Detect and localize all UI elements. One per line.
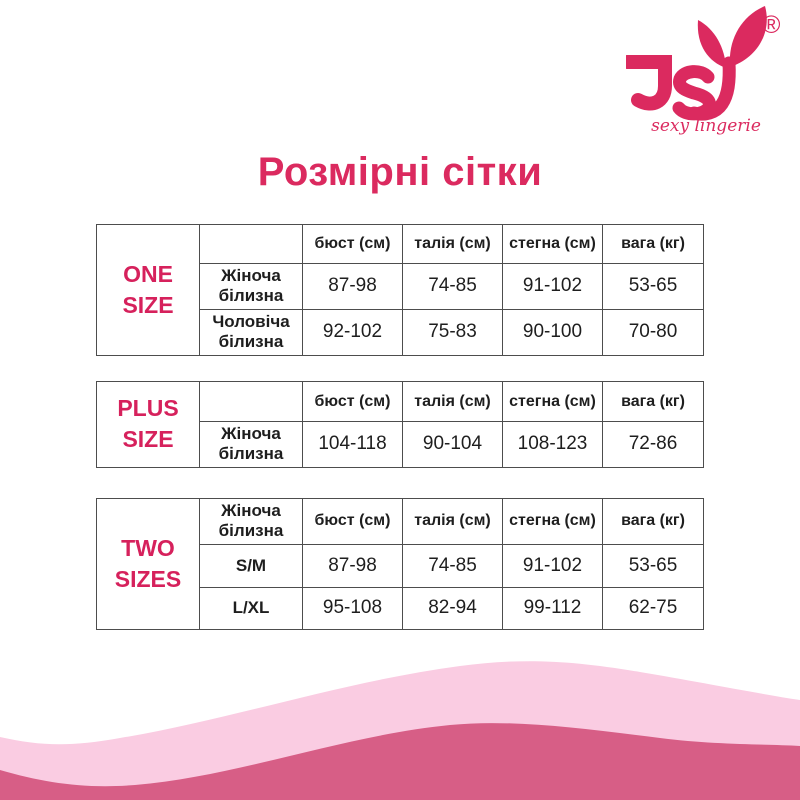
- page-title: Розмірні сітки: [257, 150, 543, 194]
- row-label: Чоловіча білизна: [200, 309, 303, 355]
- column-header-weight: вага (кг): [603, 499, 704, 545]
- size-table-one-size: [96, 224, 704, 356]
- jsy-logo-icon: [626, 6, 790, 140]
- registered-trademark-icon: ®: [762, 11, 781, 39]
- size-value: 90-104: [403, 422, 503, 468]
- size-value: 91-102: [503, 264, 603, 310]
- column-header-bust: бюст (см): [303, 499, 403, 545]
- size-value: 53-65: [603, 264, 704, 310]
- size-value: 91-102: [503, 544, 603, 587]
- size-category-label: PLUS SIZE: [97, 382, 200, 468]
- corner-cell: [200, 225, 303, 264]
- size-table-plus-size: [96, 381, 704, 468]
- row-label: S/M: [200, 544, 303, 587]
- corner-cell: [200, 382, 303, 422]
- leaf-left-icon: [698, 20, 726, 68]
- size-category-label: TWO SIZES: [97, 499, 200, 630]
- column-header-weight: вага (кг): [603, 382, 704, 422]
- row-label: Жіноча білизна: [200, 422, 303, 468]
- size-value: 62-75: [603, 587, 704, 629]
- column-header-hips: стегна (см): [503, 499, 603, 545]
- column-header-weight: вага (кг): [603, 225, 704, 264]
- size-value: 90-100: [503, 309, 603, 355]
- size-category-label: ONE SIZE: [97, 225, 200, 356]
- size-value: 108-123: [503, 422, 603, 468]
- corner-cell: Жіноча білизна: [200, 499, 303, 545]
- size-value: 53-65: [603, 544, 704, 587]
- size-value: 82-94: [403, 587, 503, 629]
- row-label: Жіноча білизна: [200, 264, 303, 310]
- size-value: 74-85: [403, 544, 503, 587]
- logo-letter-j: [627, 62, 665, 104]
- size-value: 70-80: [603, 309, 704, 355]
- size-value: 104-118: [303, 422, 403, 468]
- column-header-bust: бюст (см): [303, 225, 403, 264]
- column-header-hips: стегна (см): [503, 382, 603, 422]
- size-value: 87-98: [303, 264, 403, 310]
- brand-logo: [626, 6, 790, 140]
- column-header-waist: талія (см): [403, 225, 503, 264]
- size-value: 75-83: [403, 309, 503, 355]
- decorative-waves: [0, 620, 800, 800]
- size-value: 74-85: [403, 264, 503, 310]
- column-header-waist: талія (см): [403, 382, 503, 422]
- brand-tagline: sexy lingerie: [651, 116, 761, 136]
- size-table-two-sizes: [96, 498, 704, 630]
- row-label: L/XL: [200, 587, 303, 629]
- size-value: 95-108: [303, 587, 403, 629]
- column-header-hips: стегна (см): [503, 225, 603, 264]
- column-header-bust: бюст (см): [303, 382, 403, 422]
- size-value: 72-86: [603, 422, 704, 468]
- column-header-waist: талія (см): [403, 499, 503, 545]
- size-value: 92-102: [303, 309, 403, 355]
- size-value: 87-98: [303, 544, 403, 587]
- size-value: 99-112: [503, 587, 603, 629]
